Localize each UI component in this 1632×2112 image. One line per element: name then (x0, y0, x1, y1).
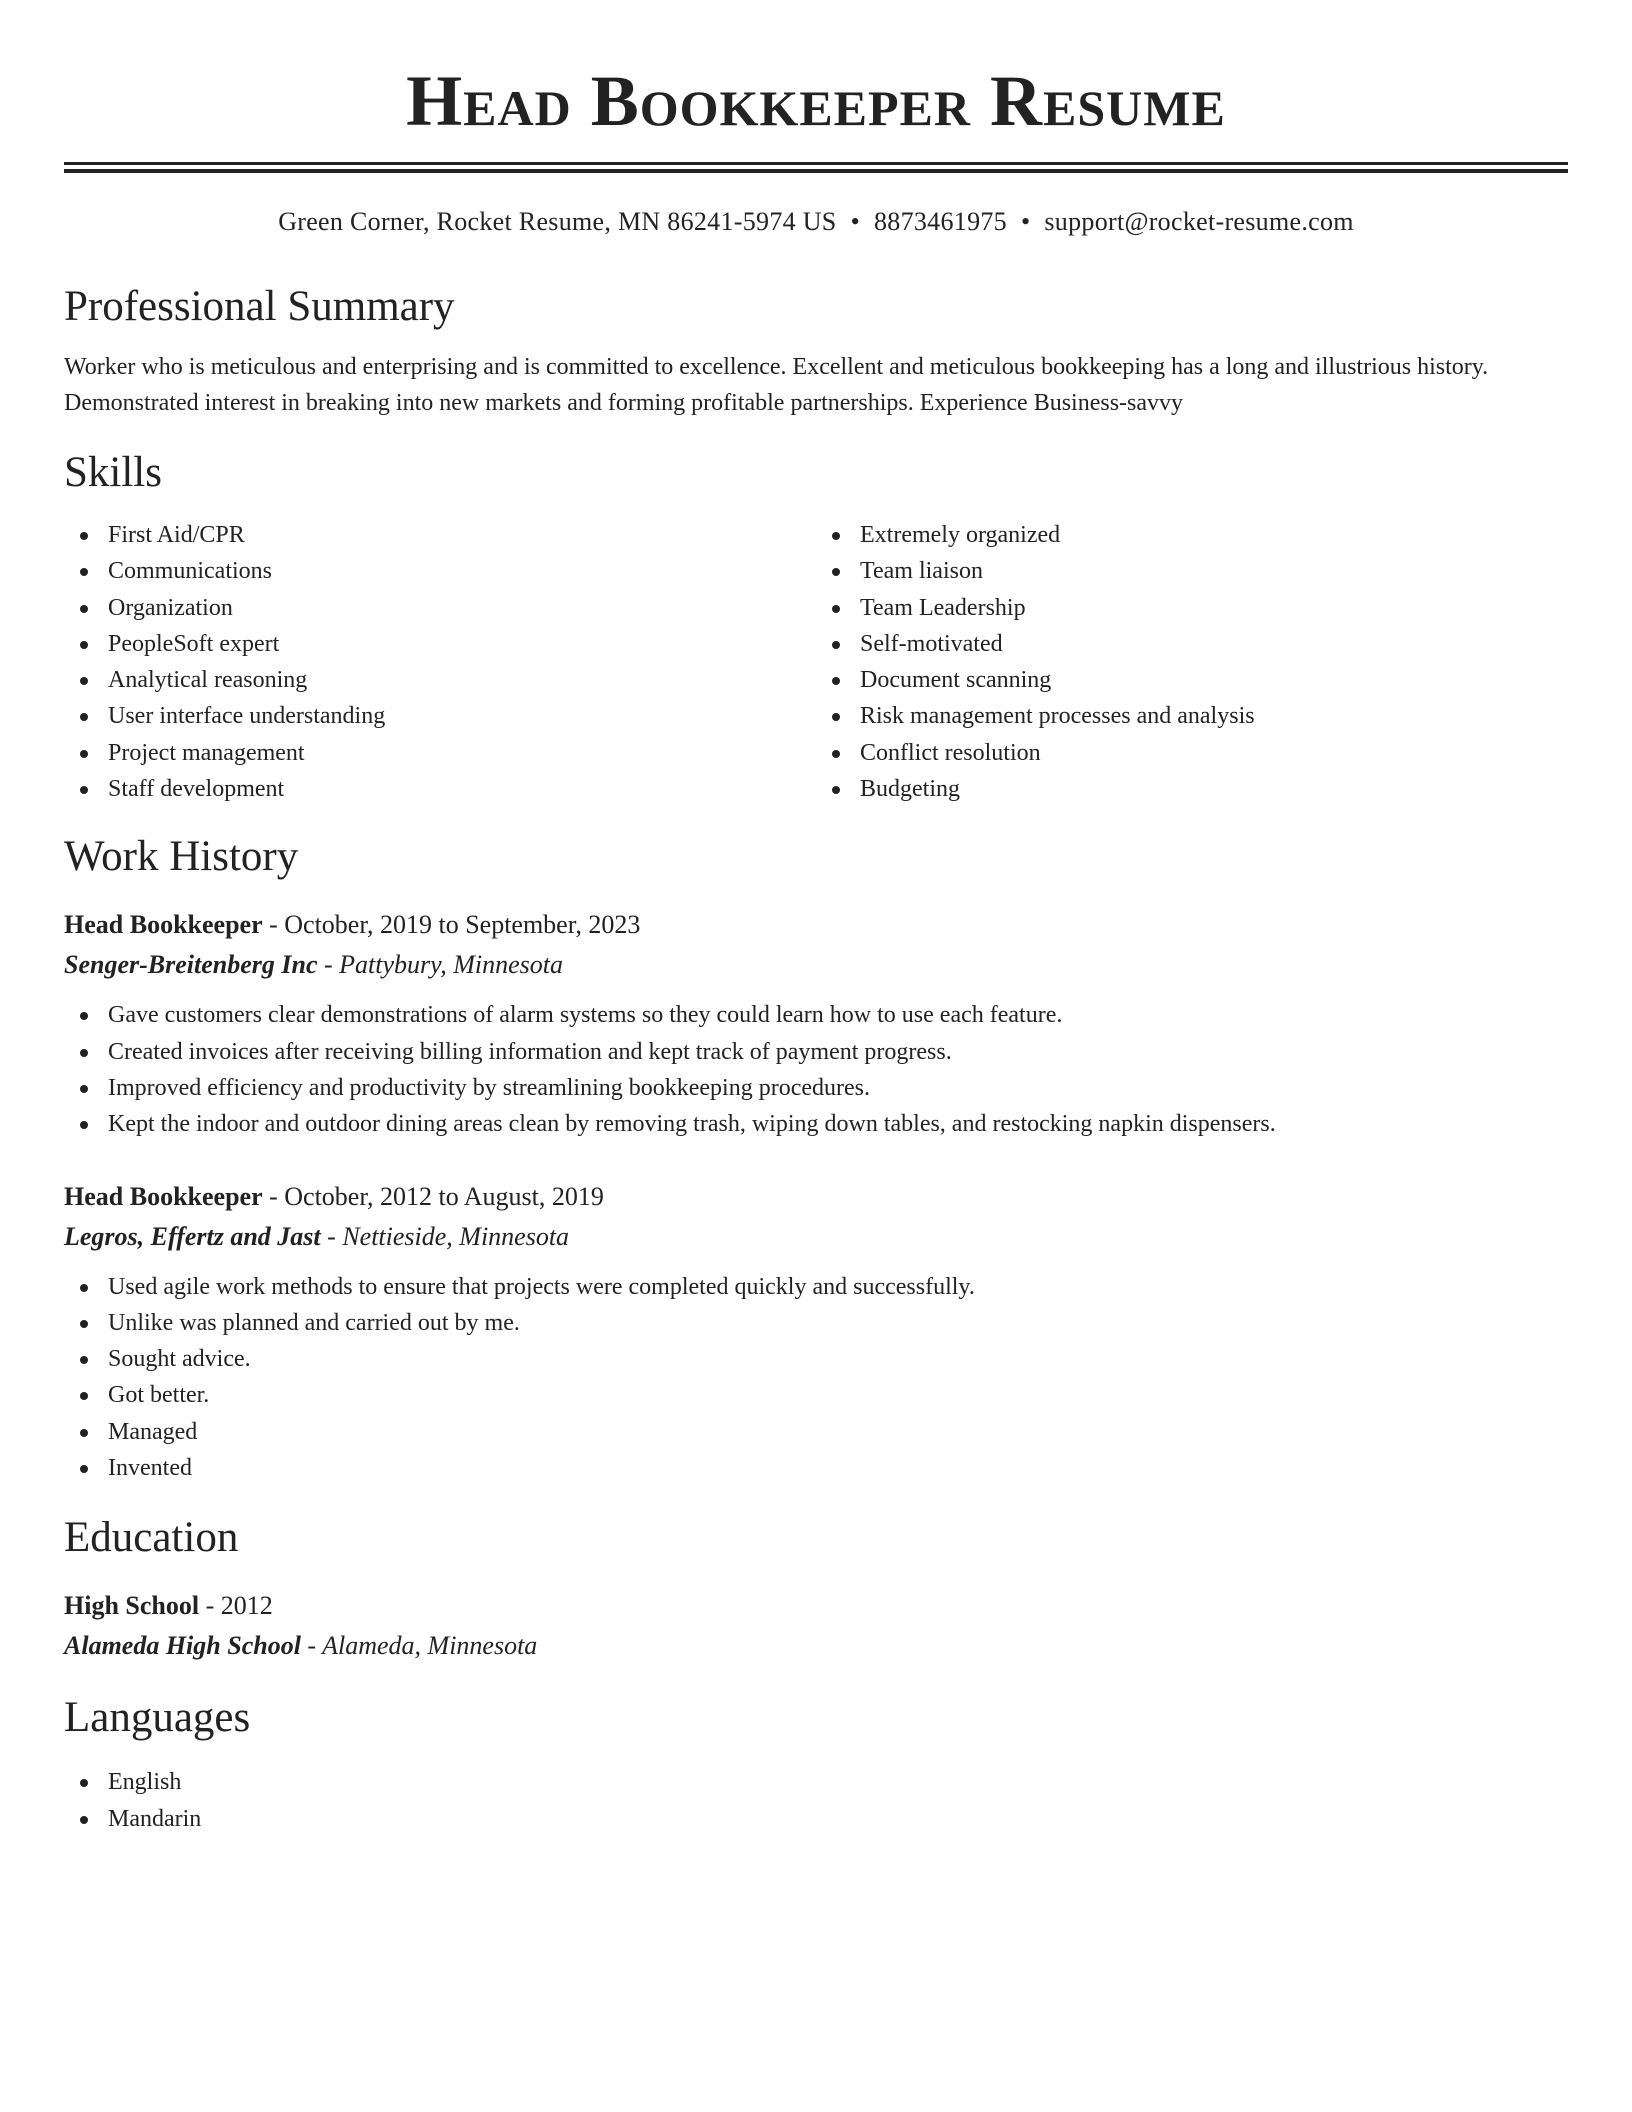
skill-item: Organization (64, 590, 816, 626)
skill-item: Project management (64, 735, 816, 771)
skill-item: Extremely organized (816, 517, 1568, 553)
bullet-dot (80, 1320, 88, 1328)
bullet-dot (832, 750, 840, 758)
section-heading-summary: Professional Summary (64, 283, 455, 330)
skills-list-left (64, 517, 816, 807)
language-item: English (64, 1764, 1568, 1800)
bullet-dot (80, 1121, 88, 1129)
section-heading-education: Education (64, 1514, 239, 1562)
job-dates: - October, 2012 to August, 2019 (262, 1181, 604, 1211)
list-item: Improved efficiency and productivity by streamlining bookkeeping procedures. (64, 1070, 1568, 1106)
skill-item: Risk management processes and analysis (816, 698, 1568, 734)
section-heading-skills: Skills (64, 449, 162, 496)
job-bullets (64, 997, 1568, 1142)
bullet-dot (80, 532, 88, 540)
job-bullets (64, 1269, 1568, 1487)
company-line (64, 945, 1568, 985)
bullet-dot (80, 1012, 88, 1020)
contact-line (64, 205, 1568, 239)
bullet-dot (80, 1284, 88, 1292)
degree-line (64, 1586, 1568, 1626)
job-entry (64, 905, 1568, 1142)
skill-item: User interface understanding (64, 698, 816, 734)
bullet-dot (80, 568, 88, 576)
job-title-line (64, 905, 1568, 945)
skill-item: Conflict resolution (816, 735, 1568, 771)
bullet-dot (832, 677, 840, 685)
bullet-dot (80, 786, 88, 794)
education-entry (64, 1586, 1568, 1666)
title-divider (64, 162, 1568, 173)
bullet-dot (832, 605, 840, 613)
contact-separator: • (850, 207, 860, 236)
bullet-dot (80, 677, 88, 685)
bullet-dot (80, 641, 88, 649)
skills-columns (64, 517, 1568, 807)
contact-phone: 8873461975 (873, 207, 1007, 236)
list-item: Gave customers clear demonstrations of alarm systems so they could learn how to use each feature. (64, 997, 1568, 1033)
degree: High School (64, 1591, 200, 1621)
resume-title: Head Bookkeeper Resume (406, 61, 1226, 141)
school-location: - Alameda, Minnesota (300, 1631, 538, 1661)
bullet-dot (832, 532, 840, 540)
list-item: Created invoices after receiving billing information and kept track of payment progress. (64, 1034, 1568, 1070)
contact-email: support@rocket-resume.com (1044, 207, 1354, 236)
skill-item: Analytical reasoning (64, 662, 816, 698)
bullet-dot (832, 568, 840, 576)
job-title: Head Bookkeeper (64, 910, 263, 940)
list-item: Kept the indoor and outdoor dining areas clean by removing trash, wiping down tables, and restocking napkin dispensers. (64, 1106, 1568, 1142)
job-entry (64, 1177, 1568, 1487)
skills-list-right (816, 517, 1568, 807)
bullet-dot (80, 1465, 88, 1473)
company-name: Legros, Effertz and Jast (64, 1221, 321, 1251)
list-item: Managed (64, 1414, 1568, 1450)
bullet-dot (832, 786, 840, 794)
skill-item: Communications (64, 553, 816, 589)
bullet-dot (80, 1049, 88, 1057)
bullet-dot (80, 1085, 88, 1093)
bullet-dot (80, 1356, 88, 1364)
bullet-dot (80, 713, 88, 721)
languages-list (64, 1764, 1568, 1837)
list-item: Invented (64, 1450, 1568, 1486)
bullet-dot (80, 1779, 88, 1787)
summary-text: Worker who is meticulous and enterprising and is committed to excellence. Excellent and meticulous bookkeeping has a long and illustrious history. Demonstrated interest in breaking into new markets and forming profitable partnerships. Experience Business-savvy (64, 354, 1489, 416)
skill-item: Team Leadership (816, 590, 1568, 626)
graduation-year: - 2012 (199, 1591, 273, 1621)
skill-item: Self-motivated (816, 626, 1568, 662)
contact-separator: • (1020, 207, 1031, 236)
skill-item: Staff development (64, 771, 816, 807)
language-item: Mandarin (64, 1801, 1568, 1837)
section-heading-languages: Languages (64, 1694, 251, 1742)
job-title: Head Bookkeeper (64, 1181, 263, 1211)
company-name: Senger-Breitenberg Inc (64, 950, 318, 980)
bullet-dot (80, 1816, 88, 1824)
bullet-dot (80, 1429, 88, 1437)
bullet-dot (80, 605, 88, 613)
skill-item: Document scanning (816, 662, 1568, 698)
skill-item: PeopleSoft expert (64, 626, 816, 662)
bullet-dot (80, 1392, 88, 1400)
bullet-dot (80, 750, 88, 758)
company-location: - Pattybury, Minnesota (317, 950, 564, 980)
school-name: Alameda High School (64, 1631, 301, 1661)
list-item: Used agile work methods to ensure that projects were completed quickly and successfully. (64, 1269, 1568, 1305)
bullet-dot (832, 713, 840, 721)
section-heading-work: Work History (64, 833, 299, 881)
list-item: Sought advice. (64, 1341, 1568, 1377)
list-item: Unlike was planned and carried out by me. (64, 1305, 1568, 1341)
contact-address: Green Corner, Rocket Resume, MN 86241-5974 US (278, 207, 837, 236)
job-title-line (64, 1177, 1568, 1217)
skill-item: Budgeting (816, 771, 1568, 807)
job-dates: - October, 2019 to September, 2023 (262, 910, 641, 940)
skill-item: First Aid/CPR (64, 517, 816, 553)
list-item: Got better. (64, 1377, 1568, 1413)
company-line (64, 1217, 1568, 1257)
school-line (64, 1626, 1568, 1666)
skill-item: Team liaison (816, 553, 1568, 589)
bullet-dot (832, 641, 840, 649)
company-location: - Nettieside, Minnesota (320, 1221, 570, 1251)
